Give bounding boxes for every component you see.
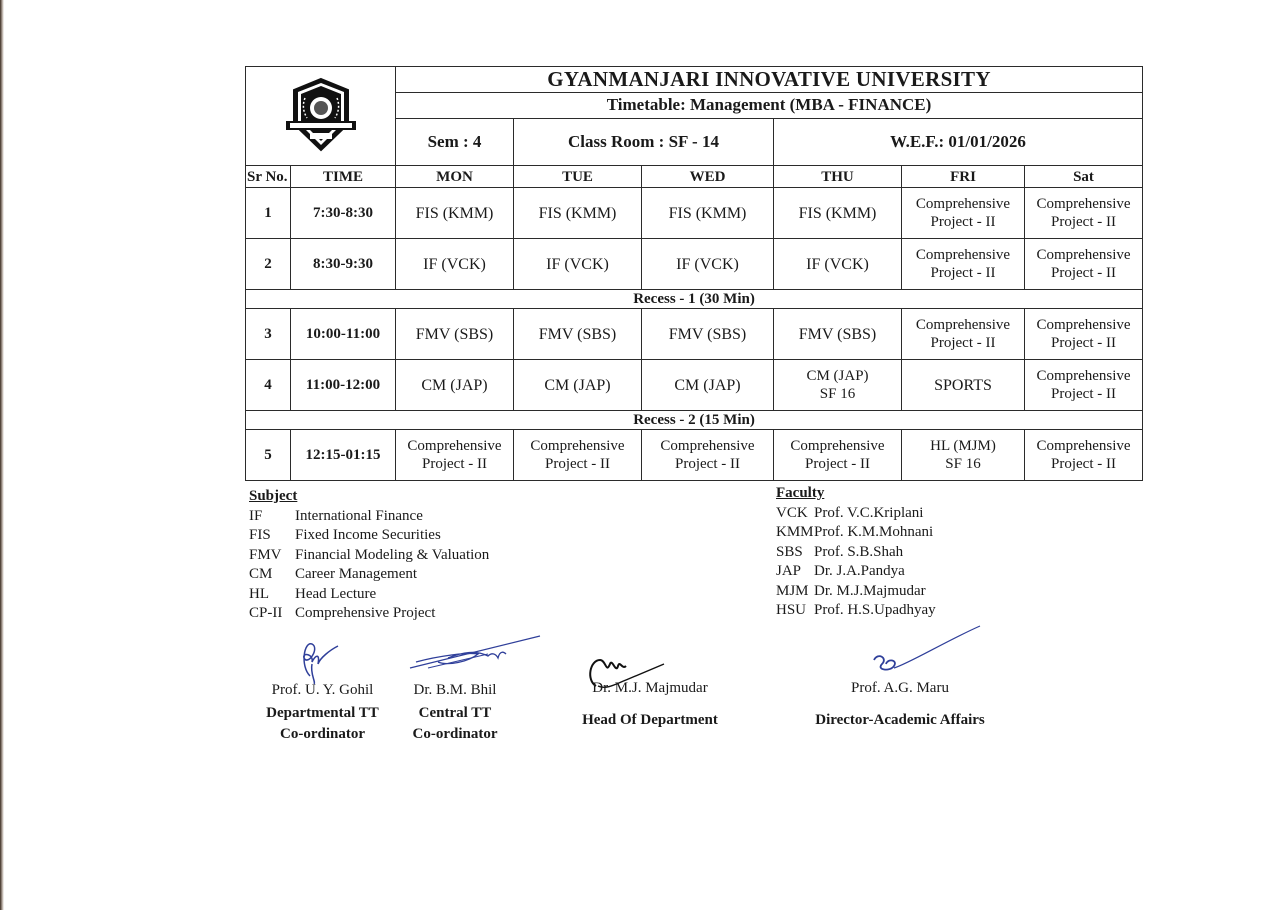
schedule-cell-line: Comprehensive: [1036, 196, 1131, 213]
signatory-name: Dr. B.M. Bhil: [413, 682, 497, 698]
schedule-cell: [396, 430, 514, 481]
schedule-cell-line: Project - II: [930, 214, 996, 231]
signature-bhil-icon: [408, 632, 548, 682]
schedule-cell: [1025, 188, 1143, 239]
recess-row: [246, 290, 1143, 309]
column-header: TUE: [514, 166, 642, 188]
faculty-name: Prof. V.C.Kriplani: [814, 504, 924, 521]
signatory-name: Prof. U. Y. Gohil: [271, 682, 374, 698]
subjects-name: International Finance: [295, 507, 423, 524]
signatory-role: Co-ordinator: [412, 726, 498, 742]
schedule-cell: [514, 430, 642, 481]
schedule-cell-line: HL (MJM): [930, 438, 996, 455]
schedule-cell: [396, 309, 514, 360]
schedule-cell: [774, 188, 902, 239]
university-name: GYANMANJARI INNOVATIVE UNIVERSITY: [396, 67, 1143, 93]
table-row: [246, 360, 1143, 411]
schedule-cell: [514, 360, 642, 411]
schedule-cell-line: IF (VCK): [423, 255, 486, 273]
faculty-name: Dr. M.J.Majmudar: [814, 582, 926, 599]
schedule-cell-line: CM (JAP): [806, 368, 869, 385]
schedule-cell: [774, 360, 902, 411]
schedule-cell-line: FIS (KMM): [415, 204, 494, 222]
subjects-code: IF: [249, 507, 263, 524]
scan-edge-shadow: [0, 0, 4, 910]
signatory-name: Prof. A.G. Maru: [851, 680, 949, 696]
subjects-code: FMV: [249, 546, 282, 563]
signatory-name: Dr. M.J. Majmudar: [592, 680, 708, 696]
timetable-table: [245, 66, 1143, 481]
schedule-cell: [1025, 309, 1143, 360]
schedule-cell: [642, 239, 774, 290]
schedule-cell-line: Project - II: [1051, 386, 1116, 403]
faculty-legend-item: [776, 601, 936, 621]
subjects-code: FIS: [249, 527, 271, 543]
column-header: Sr No.: [246, 166, 291, 188]
schedule-cell-line: Project - II: [675, 456, 740, 473]
recess-label: Recess - 2 (15 Min): [246, 411, 1143, 430]
faculty-legend-item: [776, 562, 936, 582]
university-logo-icon: [276, 76, 366, 156]
subjects-name: Career Management: [295, 566, 418, 582]
faculty-legend-title: Faculty: [776, 485, 825, 501]
classroom: Class Room : SF - 14: [514, 119, 774, 166]
schedule-cell-line: Project - II: [805, 456, 870, 473]
schedule-cell: [642, 430, 774, 481]
faculty-code: KMM: [776, 524, 814, 540]
faculty-code: JAP: [776, 563, 802, 579]
table-row: [246, 430, 1143, 481]
timetable-body: [246, 188, 1143, 481]
signatory-maru: [790, 680, 1010, 731]
recess-label: Recess - 1 (30 Min): [246, 290, 1143, 309]
schedule-cell: [396, 360, 514, 411]
schedule-cell-line: FIS (KMM): [798, 204, 877, 222]
schedule-cell: [902, 360, 1025, 411]
sr-no-cell: 3: [246, 309, 291, 360]
schedule-cell: [1025, 360, 1143, 411]
schedule-cell-line: Comprehensive: [1036, 368, 1131, 385]
faculty-code: VCK: [776, 504, 808, 521]
sr-no-cell: 5: [246, 430, 291, 481]
time-cell: 12:15-01:15: [291, 430, 396, 481]
signatory-role: Head Of Department: [582, 712, 718, 728]
faculty-legend-item: [776, 582, 936, 602]
faculty-legend-item: [776, 543, 936, 563]
subjects-code: HL: [249, 585, 269, 602]
schedule-cell: [774, 239, 902, 290]
time-cell: 10:00-11:00: [291, 309, 396, 360]
schedule-cell: [396, 239, 514, 290]
schedule-cell-line: SPORTS: [934, 376, 992, 394]
schedule-cell-line: CM (JAP): [421, 376, 488, 394]
signatory-role: Departmental TT: [266, 705, 379, 721]
timetable-title: Timetable: Management (MBA - FINANCE): [396, 93, 1143, 119]
schedule-cell-line: Comprehensive: [790, 438, 885, 455]
timetable-sheet: [245, 66, 1142, 481]
schedule-cell-line: Project - II: [1051, 456, 1116, 473]
subject-legend-title: Subject: [249, 488, 298, 504]
schedule-cell: [642, 360, 774, 411]
schedule-cell-line: CM (JAP): [674, 376, 741, 394]
schedule-cell-line: Project - II: [930, 335, 996, 352]
logo-cell: [246, 67, 396, 166]
schedule-cell: [514, 188, 642, 239]
schedule-cell-line: Comprehensive: [1036, 247, 1131, 264]
time-cell: 7:30-8:30: [291, 188, 396, 239]
signatory-bhil: [396, 682, 514, 745]
table-row: [246, 188, 1143, 239]
subjects-legend-item: [249, 565, 489, 585]
schedule-cell: [774, 430, 902, 481]
schedule-cell-line: SF 16: [819, 386, 856, 403]
column-header: FRI: [902, 166, 1025, 188]
schedule-cell: [902, 239, 1025, 290]
schedule-cell-line: Comprehensive: [660, 438, 755, 455]
faculty-legend-item: [776, 504, 936, 524]
schedule-cell: [396, 188, 514, 239]
schedule-cell: [642, 309, 774, 360]
faculty-name: Dr. J.A.Pandya: [814, 563, 905, 579]
subjects-name: Financial Modeling & Valuation: [295, 546, 490, 563]
column-header: TIME: [291, 166, 396, 188]
subjects-name: Head Lecture: [295, 585, 377, 602]
schedule-cell-line: Comprehensive: [1036, 438, 1131, 455]
signature-gohil-icon: [290, 636, 350, 686]
schedule-cell: [902, 309, 1025, 360]
column-header: Sat: [1025, 166, 1143, 188]
time-cell: 8:30-9:30: [291, 239, 396, 290]
wef-date: W.E.F.: 01/01/2026: [774, 119, 1143, 166]
signatory-role: Co-ordinator: [280, 726, 365, 742]
subjects-code: CM: [249, 566, 273, 582]
semester: Sem : 4: [396, 119, 514, 166]
column-header: THU: [774, 166, 902, 188]
schedule-cell-line: CM (JAP): [544, 376, 611, 394]
faculty-legend: [776, 484, 936, 621]
schedule-cell-line: FMV (SBS): [668, 325, 747, 343]
faculty-code: MJM: [776, 582, 809, 599]
schedule-cell-line: FIS (KMM): [668, 204, 747, 222]
schedule-cell: [1025, 239, 1143, 290]
column-header: MON: [396, 166, 514, 188]
subjects-name: Fixed Income Securities: [295, 527, 441, 543]
schedule-cell-line: Comprehensive: [530, 438, 625, 455]
subjects-code: CP-II: [249, 605, 283, 621]
faculty-name: Prof. H.S.Upadhyay: [814, 602, 936, 618]
schedule-cell-line: Project - II: [422, 456, 487, 473]
schedule-cell-line: Comprehensive: [915, 317, 1011, 334]
schedule-cell-line: FMV (SBS): [538, 325, 617, 343]
schedule-cell-line: Comprehensive: [915, 196, 1011, 213]
signature-maru-icon: [868, 624, 984, 684]
schedule-cell-line: IF (VCK): [806, 255, 869, 273]
recess-row: [246, 411, 1143, 430]
column-header-row: [246, 166, 1143, 188]
column-header: WED: [642, 166, 774, 188]
signatory-role: Director-Academic Affairs: [815, 712, 985, 728]
schedule-cell: [774, 309, 902, 360]
signatory-majmudar: [560, 680, 740, 731]
subjects-legend-item: [249, 507, 489, 527]
subjects-legend-item: [249, 526, 489, 546]
schedule-cell-line: IF (VCK): [546, 255, 609, 273]
schedule-cell-line: Project - II: [545, 456, 610, 473]
subjects-legend-item: [249, 546, 489, 566]
faculty-name: Prof. S.B.Shah: [814, 543, 904, 560]
sr-no-cell: 1: [246, 188, 291, 239]
schedule-cell-line: Comprehensive: [1036, 317, 1131, 334]
schedule-cell: [902, 188, 1025, 239]
schedule-cell: [1025, 430, 1143, 481]
subject-legend: [249, 487, 489, 624]
faculty-legend-item: [776, 523, 936, 543]
table-row: [246, 239, 1143, 290]
table-row: [246, 309, 1143, 360]
sr-no-cell: 2: [246, 239, 291, 290]
subjects-legend-item: [249, 604, 489, 624]
schedule-cell: [514, 239, 642, 290]
schedule-cell-line: Comprehensive: [915, 247, 1011, 264]
signatory-role: Central TT: [418, 705, 492, 721]
faculty-name: Prof. K.M.Mohnani: [814, 524, 934, 540]
sr-no-cell: 4: [246, 360, 291, 411]
time-cell: 11:00-12:00: [291, 360, 396, 411]
schedule-cell: [642, 188, 774, 239]
faculty-code: SBS: [776, 543, 803, 560]
subjects-name: Comprehensive Project: [295, 605, 436, 621]
subjects-legend-item: [249, 585, 489, 605]
schedule-cell-line: Project - II: [930, 265, 996, 282]
schedule-cell-line: Project - II: [1051, 214, 1116, 231]
schedule-cell: [902, 430, 1025, 481]
schedule-cell-line: Comprehensive: [407, 438, 502, 455]
schedule-cell-line: Project - II: [1051, 335, 1116, 352]
schedule-cell-line: FIS (KMM): [538, 204, 617, 222]
faculty-code: HSU: [776, 602, 807, 618]
schedule-cell-line: SF 16: [945, 456, 981, 473]
signatory-gohil: [250, 682, 395, 745]
schedule-cell: [514, 309, 642, 360]
schedule-cell-line: FMV (SBS): [798, 325, 877, 343]
schedule-cell-line: Project - II: [1051, 265, 1116, 282]
schedule-cell-line: FMV (SBS): [415, 325, 494, 343]
schedule-cell-line: IF (VCK): [676, 255, 739, 273]
